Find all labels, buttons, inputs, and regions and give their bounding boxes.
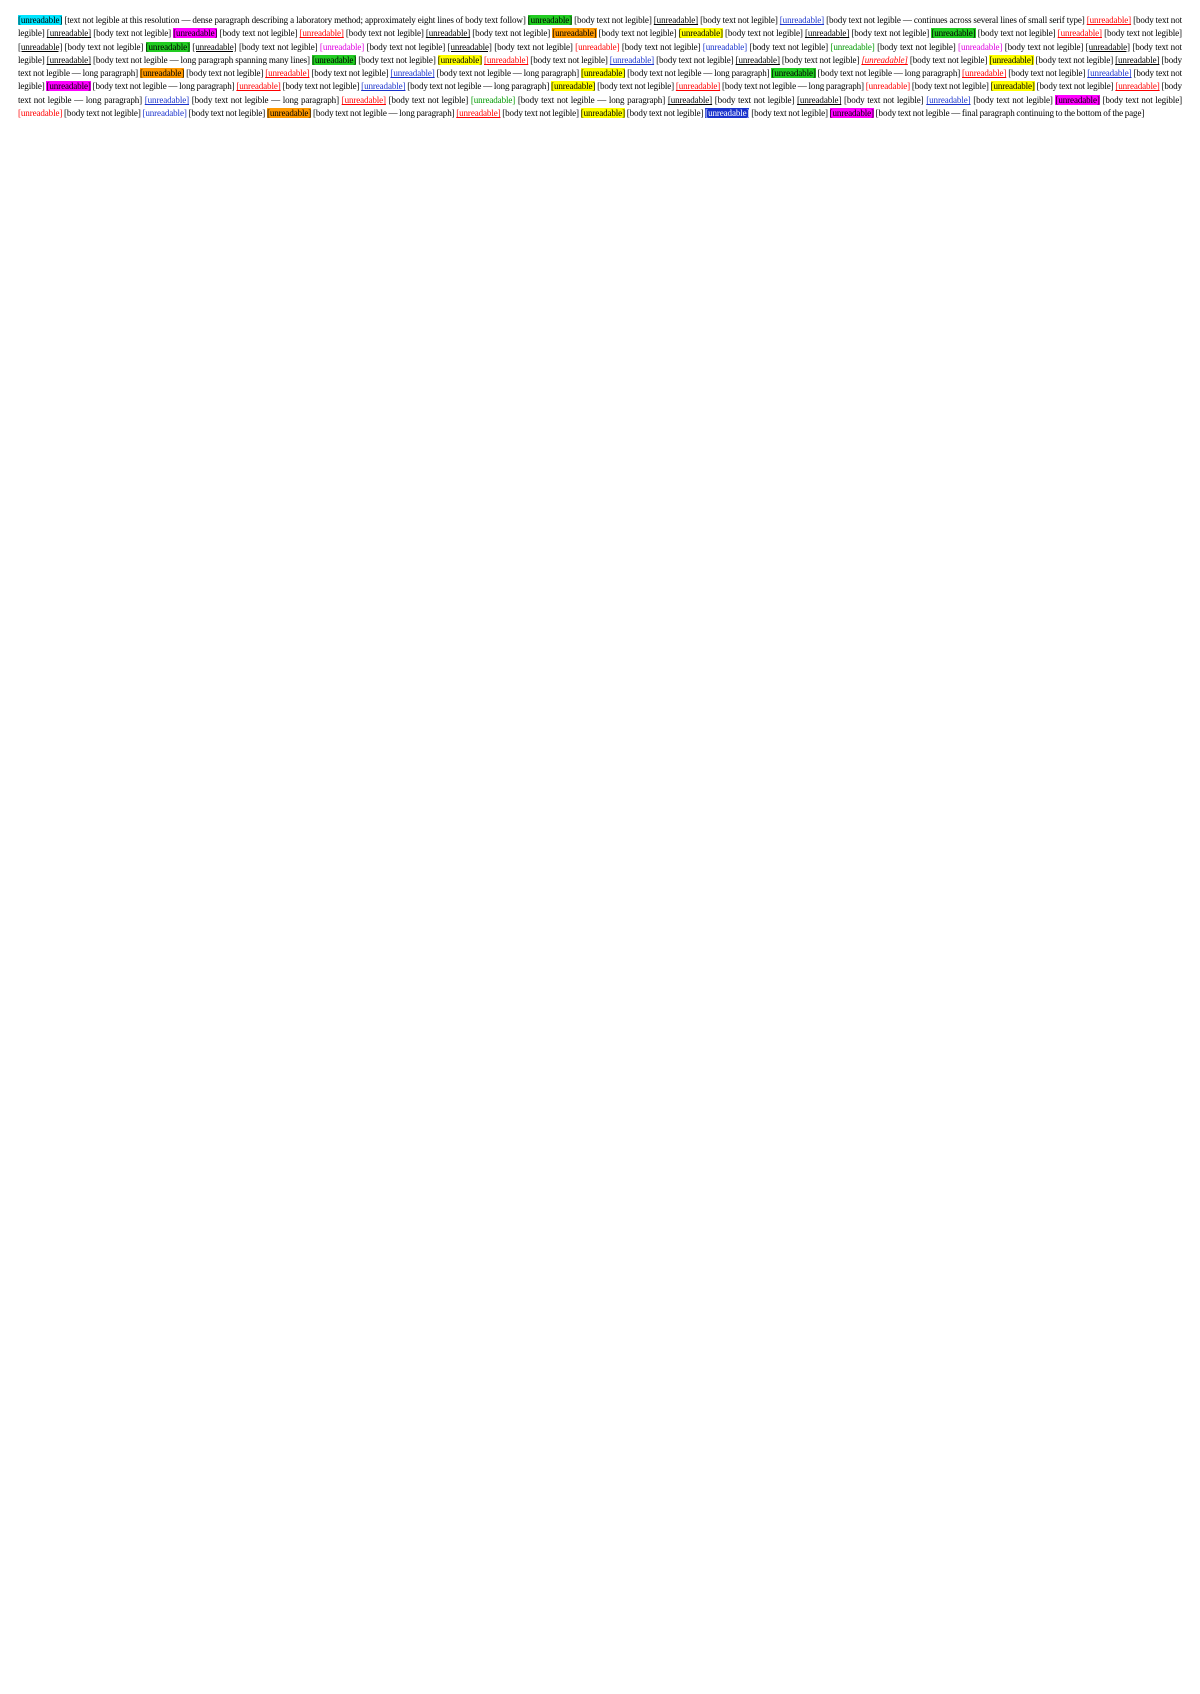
body-text: [body text not legible — long paragraph]	[311, 108, 457, 119]
highlighted-term: [unreadable]	[653, 15, 699, 25]
body-text: [body text not legible]	[747, 41, 831, 52]
body-text: [body text not legible]	[698, 15, 780, 25]
highlighted-term: [unreadable]	[145, 41, 190, 52]
highlighted-term: [unreadable]	[173, 28, 218, 39]
body-text: [body text not legible]	[356, 54, 438, 65]
body-text: [body text not legible]	[1002, 41, 1086, 52]
highlighted-term: [unreadable]	[144, 94, 190, 105]
highlighted-term: [unreadable]	[425, 28, 471, 39]
body-text: [body text not legible — long paragraph]	[434, 68, 581, 79]
body-text: [body text not legible — long paragraph]	[515, 94, 668, 105]
highlighted-term: [unreadable]	[1057, 28, 1102, 39]
body-text: [body text not legible]	[595, 81, 676, 92]
body-text: [body text not legible]	[18, 68, 1183, 92]
highlighted-term: [unreadable]	[139, 68, 185, 79]
highlighted-term: [unreadable]	[609, 54, 655, 65]
body-text: [body text not legible — long paragraph spanning many lines]	[90, 54, 312, 65]
highlighted-term: [unreadable]	[931, 28, 976, 39]
body-text: [body text not legible — long paragraph]	[18, 81, 1182, 105]
body-text: [body text not legible]	[184, 68, 266, 79]
highlighted-term: [unreadable]	[192, 41, 237, 52]
highlighted-term: [unreadable]	[299, 28, 344, 39]
highlighted-term: [unreadable]	[667, 94, 713, 105]
body-text: [body text not legible]	[1034, 81, 1116, 92]
body-text: [body text not legible]	[280, 81, 362, 92]
highlighted-term: [unreadable]	[437, 54, 482, 65]
highlighted-term: [unreadable]	[575, 41, 620, 52]
body-text: [body text not legible]	[500, 108, 581, 119]
body-text: [body text not legible]	[722, 28, 805, 39]
body-text: [body text not legible]	[217, 28, 300, 39]
highlighted-term: [unreadable]	[319, 41, 365, 52]
body-text: [body text not legible — long paragraph]	[720, 81, 866, 92]
body-text: [body text not legible]	[1033, 54, 1116, 65]
highlighted-term: [unreadable]	[830, 41, 875, 52]
highlighted-term: [unreadable]	[18, 108, 63, 119]
highlighted-term: [unreadable]	[456, 108, 501, 119]
highlighted-term: [unreadable]	[1087, 68, 1132, 79]
highlighted-term: [unreadable]	[580, 108, 625, 119]
highlighted-term: [unreadable]	[580, 68, 626, 79]
highlighted-term: [unreadable]	[735, 54, 780, 65]
body-text: [body text not legible]	[596, 28, 679, 39]
highlighted-term: [unreadable]	[926, 94, 971, 105]
body-text: [body text not legible]	[470, 28, 553, 39]
highlighted-term: [unreadable]	[990, 81, 1035, 92]
body-text: [body text not legible]	[528, 54, 610, 65]
highlighted-term: [unreadable]	[552, 28, 597, 39]
body-text: [body text not legible]	[874, 41, 959, 52]
highlighted-term: [unreadable]	[958, 41, 1003, 52]
body-text: [body text not legible — long paragraph]	[189, 94, 342, 105]
body-text: [body text not legible]	[624, 108, 706, 119]
highlighted-term: [unreadable]	[1086, 15, 1132, 25]
highlighted-term: [unreadable]	[797, 94, 842, 105]
body-text: [body text not legible]	[712, 94, 798, 105]
highlighted-term: [unreadable]	[551, 81, 596, 92]
highlighted-term: [unreadable]	[46, 81, 91, 92]
body-text: [body text not legible]	[1006, 68, 1088, 79]
highlighted-term: [unreadable]	[1115, 54, 1160, 65]
body-text: [body text not legible]	[186, 108, 267, 119]
highlighted-term: [unreadable]	[361, 81, 406, 92]
body-text: [body text not legible]	[841, 94, 927, 105]
body-text: [body text not legible — final paragraph continuing to the bottom of the page]	[873, 108, 1145, 119]
highlighted-term: [unreadable]	[311, 54, 357, 65]
highlighted-term: [unreadable]	[705, 108, 750, 119]
body-text: [body text not legible]	[572, 15, 654, 25]
body-text: [body text not legible]	[309, 68, 391, 79]
highlighted-term: [unreadable]	[678, 28, 723, 39]
highlighted-term: [unreadable]	[390, 68, 435, 79]
highlighted-term: [unreadable]	[236, 81, 281, 92]
body-text: [body text not legible]	[779, 54, 862, 65]
highlighted-term: [unreadable]	[470, 94, 516, 105]
body-text: [body text not legible — long paragraph]	[18, 54, 1182, 79]
highlighted-term: [unreadable]	[142, 108, 187, 119]
body-text: [body text not legible]	[364, 41, 448, 52]
body-text: [body text not legible]	[236, 41, 320, 52]
body-text: [body text not legible — long paragraph]	[405, 81, 552, 92]
body-text: [body text not legible — long paragraph]	[90, 81, 237, 92]
highlighted-term: [unreadable]	[1115, 81, 1160, 92]
body-text: [body text not legible]	[18, 41, 1182, 65]
highlighted-term: [unreadable]	[46, 54, 91, 65]
highlighted-term: [unreadable]	[865, 81, 911, 92]
body-text: [body text not legible]	[619, 41, 703, 52]
body-text: [body text not legible]	[385, 94, 471, 105]
body-text: [body text not legible]	[970, 94, 1056, 105]
body-text: [body text not legible]	[491, 41, 576, 52]
body-text: [body text not legible]	[1101, 28, 1182, 39]
body-text: [body text not legible]	[343, 28, 426, 39]
highlighted-term: [unreadable]	[484, 54, 529, 65]
body-text: [text not legible at this resolution — dense paragraph describing a laboratory method; approximately eight lines of body text follow]	[62, 15, 528, 25]
body-text: [body text not legible]	[910, 81, 991, 92]
highlighted-term: [unreadable]	[265, 68, 310, 79]
body-text: [body text not legible]	[18, 15, 1182, 39]
highlighted-term: [unreadable]	[962, 68, 1007, 79]
highlighted-term: [unreadable]	[771, 68, 816, 79]
body-text: [body text not legible — long paragraph]	[625, 68, 772, 79]
highlighted-term: [unreadable]	[804, 28, 850, 39]
highlighted-term: [unreadable]	[675, 81, 721, 92]
highlighted-term: [unreadable]	[18, 41, 63, 52]
highlighted-term: [unreadable]	[702, 41, 748, 52]
body-text: [body text not legible — long paragraph]	[815, 68, 963, 79]
highlighted-term: [unreadable]	[527, 15, 573, 25]
highlighted-term: [unreadable]	[989, 54, 1034, 65]
highlighted-term: [unreadable]	[341, 94, 386, 105]
highlighted-term: [unreadable]	[18, 15, 63, 25]
body-text: [body text not legible]	[849, 28, 932, 39]
body-text: [body text not legible]	[975, 28, 1058, 39]
highlighted-term: [unreadable]	[1055, 94, 1100, 105]
highlighted-term: [unreadable]	[1085, 41, 1130, 52]
body-text: [body text not legible]	[91, 28, 174, 39]
highlighted-term: [unreadable]	[447, 41, 492, 52]
highlighted-term: [unreadable]	[829, 108, 874, 119]
highlighted-term: [unreadable]	[779, 15, 825, 25]
body-text: [body text not legible]	[654, 54, 736, 65]
body-text: [body text not legible]	[62, 41, 146, 52]
highlighted-term: [unreadable]	[266, 108, 312, 119]
body-text: [body text not legible — continues across several lines of small serif type]	[824, 15, 1087, 25]
highlighted-term: [unreadable]	[861, 54, 908, 65]
body-text: [body text not legible]	[1099, 94, 1182, 105]
body-text: [body text not legible]	[907, 54, 990, 65]
body-text: [body text not legible]	[749, 108, 830, 119]
body-text: [body text not legible]	[62, 108, 143, 119]
highlighted-term: [unreadable]	[46, 28, 92, 39]
